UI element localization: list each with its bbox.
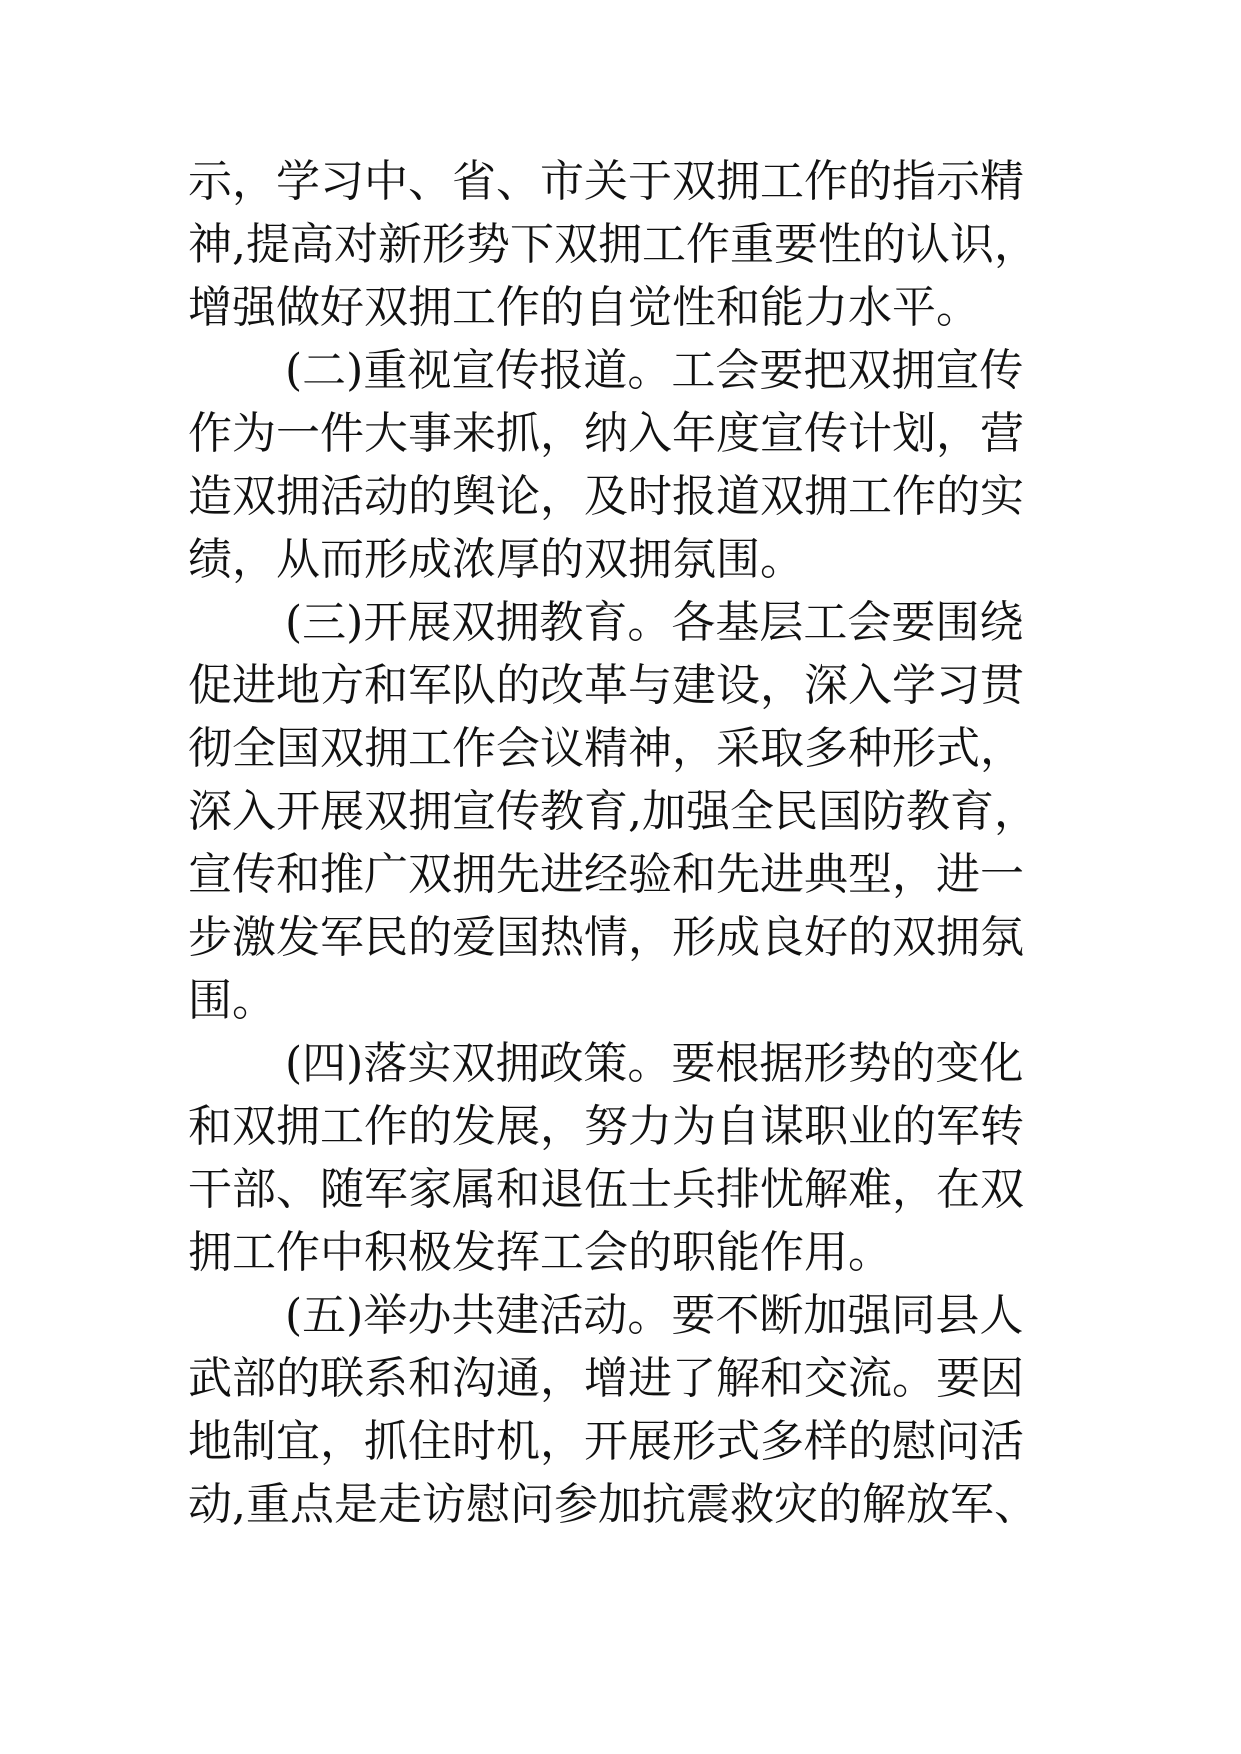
text-line: 动,重点是走访慰问参加抗震救灾的解放军、 (188, 1479, 1038, 1530)
paragraph-heading-line: (三)开展双拥教育。各基层工会要围绕 (285, 597, 1024, 648)
text-line: 增强做好双拥工作的自觉性和能力水平。 (188, 282, 980, 333)
paragraph-heading-line: (五)举办共建活动。要不断加强同县人 (285, 1290, 1024, 1341)
text-line: 神,提高对新形势下双拥工作重要性的认识， (188, 219, 1038, 270)
text-line: 围。 (188, 975, 276, 1026)
text-line: 彻全国双拥工作会议精神，采取多种形式， (188, 723, 1024, 774)
paragraph-heading-line: (二)重视宣传报道。工会要把双拥宣传 (285, 345, 1024, 396)
text-line: 步激发军民的爱国热情，形成良好的双拥氛 (188, 912, 1024, 963)
text-line: 促进地方和军队的改革与建设，深入学习贯 (188, 660, 1024, 711)
text-line: 和双拥工作的发展，努力为自谋职业的军转 (188, 1101, 1024, 1152)
text-line: 地制宜，抓住时机，开展形式多样的慰问活 (188, 1416, 1024, 1467)
text-line: 深入开展双拥宣传教育,加强全民国防教育， (188, 786, 1038, 837)
text-line: 造双拥活动的舆论，及时报道双拥工作的实 (188, 471, 1024, 522)
text-line: 干部、随军家属和退伍士兵排忧解难，在双 (188, 1164, 1024, 1215)
paragraph-heading-line: (四)落实双拥政策。要根据形势的变化 (285, 1038, 1024, 1089)
text-line: 拥工作中积极发挥工会的职能作用。 (188, 1227, 892, 1278)
document-body (188, 150, 1068, 1536)
text-line: 武部的联系和沟通，增进了解和交流。要因 (188, 1353, 1024, 1404)
text-line: 示，学习中、省、市关于双拥工作的指示精 (188, 156, 1024, 207)
text-line: 宣传和推广双拥先进经验和先进典型，进一 (188, 849, 1024, 900)
text-line: 作为一件大事来抓，纳入年度宣传计划，营 (188, 408, 1024, 459)
text-line: 绩，从而形成浓厚的双拥氛围。 (188, 534, 804, 585)
